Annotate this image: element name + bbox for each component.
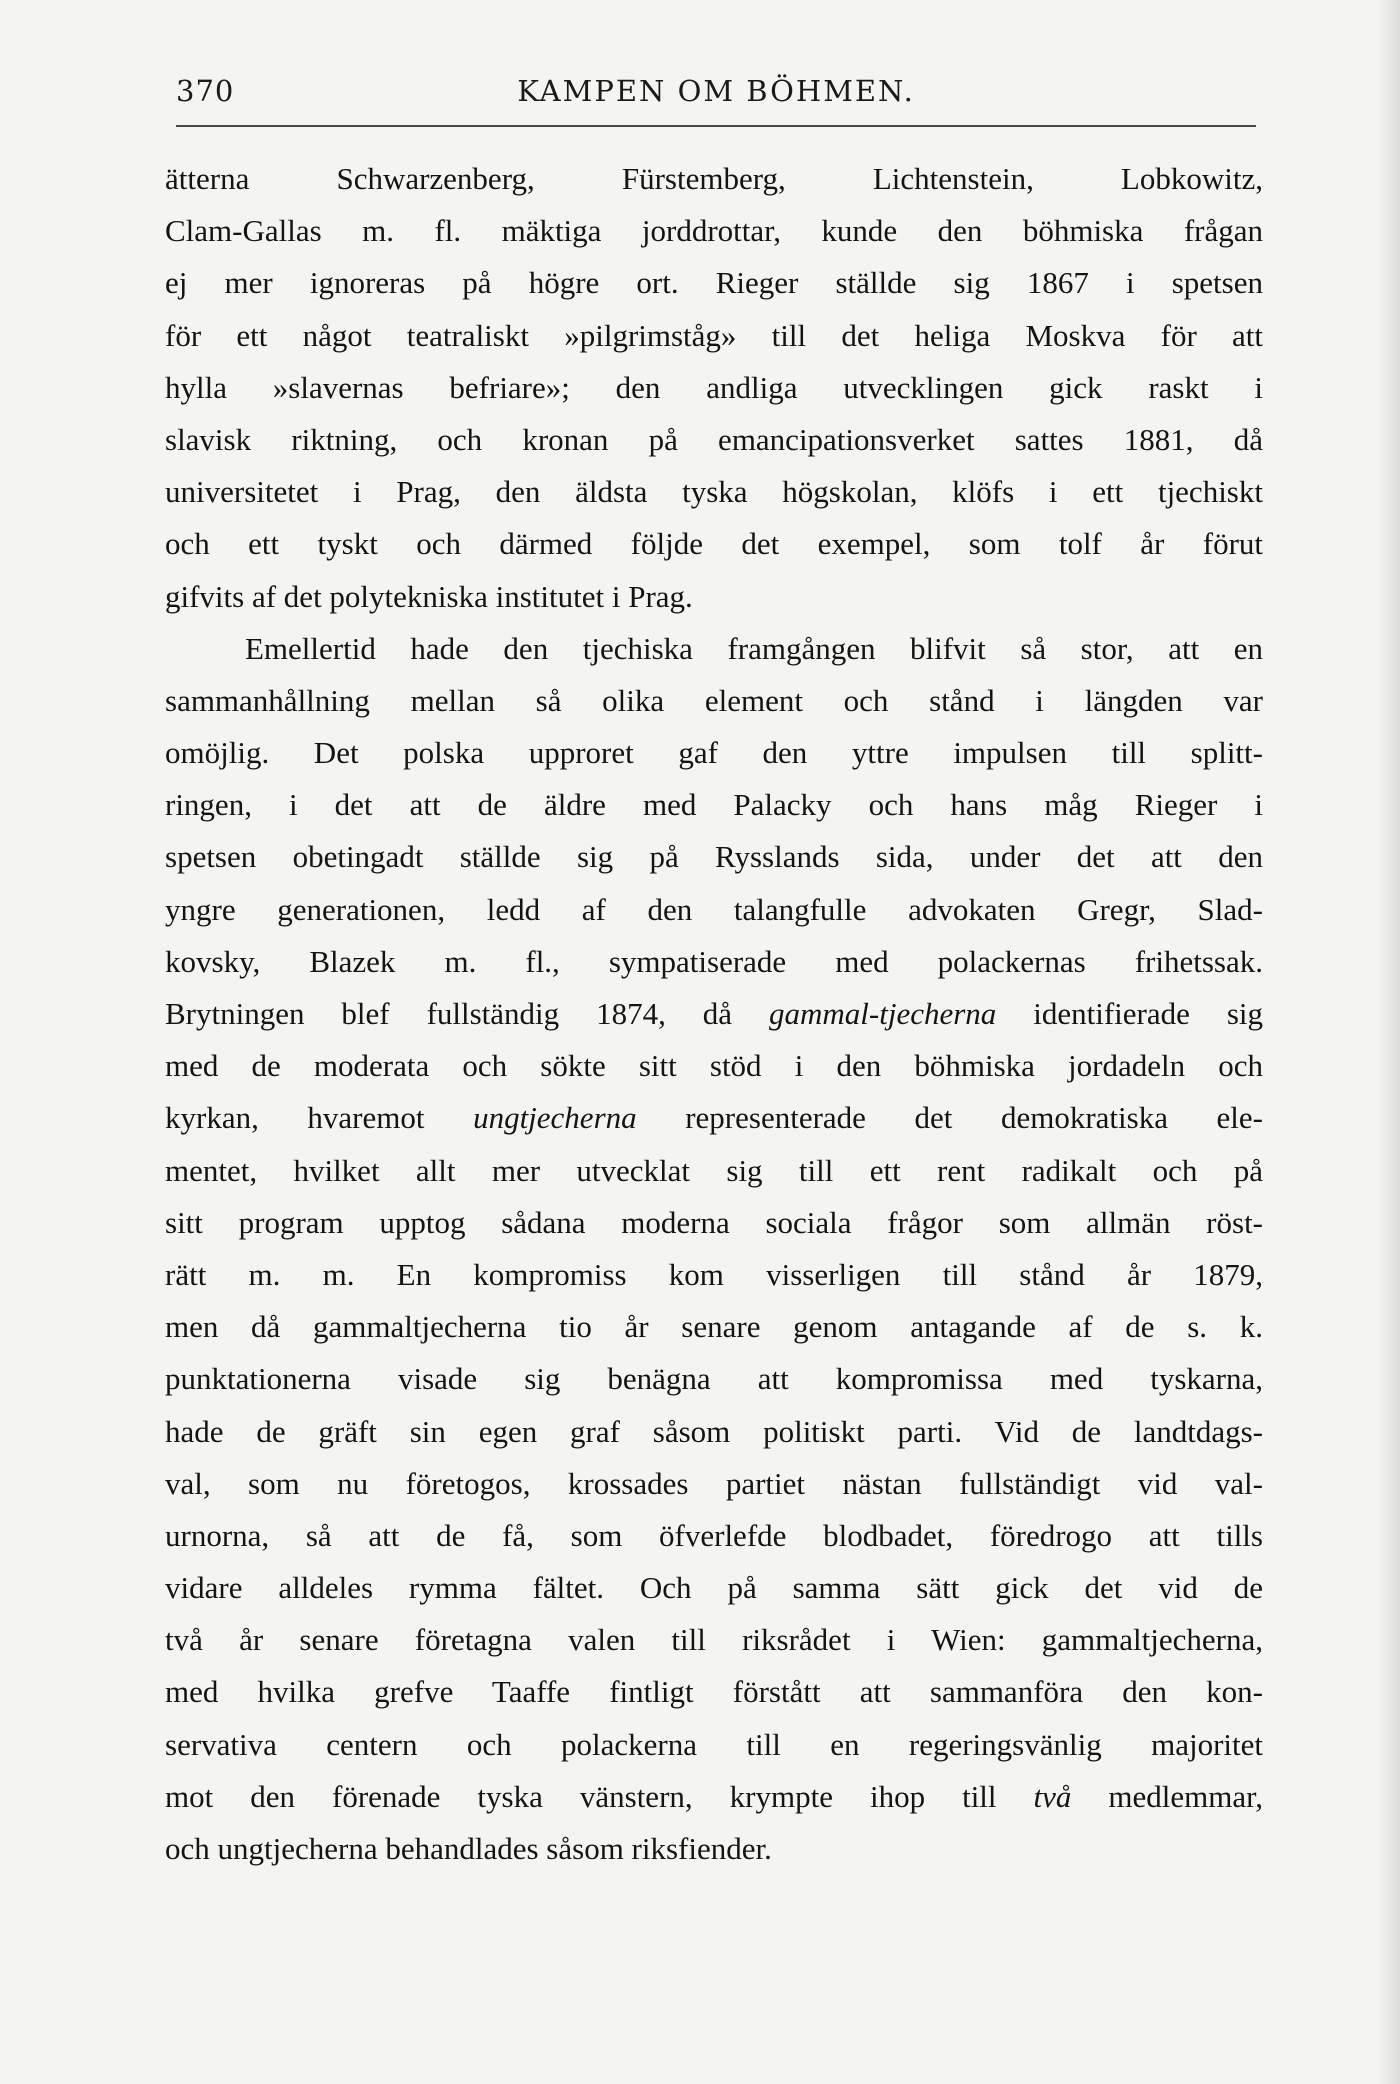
text-line bbox=[165, 518, 1263, 570]
text-segment: sitt program upptog sådana moderna sociala frågor som allmän röst- bbox=[165, 1204, 1263, 1240]
text-segment: universitetet i Prag, den äldsta tyska högskolan, klöfs i ett tjechiskt bbox=[165, 474, 1263, 510]
text-line bbox=[165, 623, 1263, 675]
text-segment: servativa centern och polackerna till en regeringsvänlig majoritet bbox=[165, 1726, 1263, 1762]
text-line bbox=[165, 1301, 1263, 1353]
text-line bbox=[165, 1771, 1263, 1823]
italic-text-segment: gammal-tjecherna bbox=[769, 996, 997, 1031]
text-segment: medlemmar, bbox=[1071, 1778, 1263, 1814]
text-segment: kovsky, Blazek m. fl., sympatiserade med polackernas frihetssak. bbox=[165, 943, 1263, 979]
text-segment: vidare alldeles rymma fältet. Och på samma sätt gick det vid de bbox=[165, 1570, 1263, 1606]
text-line bbox=[165, 1562, 1263, 1614]
page-edge-shadow bbox=[1378, 0, 1400, 2084]
text-line bbox=[165, 1040, 1263, 1092]
text-segment: urnorna, så att de få, som öfverlefde blodbadet, föredrogo att tills bbox=[165, 1517, 1263, 1553]
italic-text-segment: ungtjecherna bbox=[473, 1100, 637, 1136]
text-segment: representerade det demokratiska ele- bbox=[636, 1100, 1263, 1136]
text-line bbox=[165, 1092, 1263, 1144]
text-line bbox=[165, 257, 1263, 309]
text-line bbox=[165, 1719, 1263, 1771]
text-line bbox=[165, 414, 1263, 466]
text-segment: med hvilka grefve Taaffe fintligt förstått att sammanföra den kon- bbox=[165, 1674, 1263, 1710]
text-line bbox=[165, 1197, 1263, 1249]
text-line bbox=[165, 1406, 1263, 1458]
text-segment: Brytningen blef fullständig 1874, då bbox=[165, 996, 770, 1031]
body-text bbox=[165, 153, 1263, 1875]
header-rule bbox=[176, 125, 1256, 127]
text-segment: för ett något teatraliskt »pilgrimståg» till det heliga Moskva för att bbox=[165, 317, 1263, 353]
text-segment: yngre generationen, ledd af den talangfulle advokaten Gregr, Slad- bbox=[165, 891, 1263, 927]
text-line bbox=[165, 310, 1263, 362]
text-segment: identifierade sig bbox=[996, 996, 1263, 1031]
text-segment: ätterna Schwarzenberg, Fürstemberg, Lichtenstein, Lobkowitz, bbox=[165, 161, 1263, 196]
running-title: KAMPEN OM BÖHMEN. bbox=[517, 74, 915, 108]
text-segment: och ett tyskt och därmed följde det exempel, som tolf år förut bbox=[165, 526, 1263, 562]
text-line bbox=[165, 466, 1263, 518]
text-segment: gifvits af det polytekniska institutet i Prag. bbox=[165, 578, 693, 614]
text-line bbox=[165, 727, 1263, 779]
text-segment: hylla »slavernas befriare»; den andliga utvecklingen gick raskt i bbox=[165, 369, 1263, 405]
text-segment: mentet, hvilket allt mer utvecklat sig till ett rent radikalt och på bbox=[165, 1152, 1263, 1188]
page-header bbox=[176, 64, 1256, 120]
page-number: 370 bbox=[176, 74, 235, 108]
text-line bbox=[165, 1458, 1263, 1510]
text-line bbox=[165, 936, 1263, 988]
text-segment: omöjlig. Det polska upproret gaf den yttre impulsen till splitt- bbox=[165, 735, 1263, 771]
text-line bbox=[165, 1249, 1263, 1301]
text-segment: och ungtjecherna behandlades såsom riksfiender. bbox=[165, 1831, 772, 1866]
text-line bbox=[165, 571, 1263, 623]
text-line bbox=[165, 1510, 1263, 1562]
text-line bbox=[165, 362, 1263, 414]
text-segment: Clam-Gallas m. fl. mäktiga jorddrottar, kunde den böhmiska frågan bbox=[165, 213, 1263, 249]
text-line bbox=[165, 1666, 1263, 1718]
text-segment: kyrkan, hvaremot bbox=[165, 1100, 474, 1136]
text-line bbox=[165, 1823, 1263, 1875]
text-line bbox=[165, 1353, 1263, 1405]
text-line bbox=[165, 779, 1263, 831]
text-line bbox=[165, 1145, 1263, 1197]
text-segment: rätt m. m. En kompromiss kom visserligen till stånd år 1879, bbox=[165, 1256, 1263, 1292]
text-segment: men då gammaltjecherna tio år senare genom antagande af de s. k. bbox=[165, 1309, 1263, 1345]
text-segment: spetsen obetingadt ställde sig på Rysslands sida, under det att den bbox=[165, 839, 1263, 875]
text-segment: val, som nu företogos, krossades partiet nästan fullständigt vid val- bbox=[165, 1465, 1263, 1501]
text-segment: med de moderata och sökte sitt stöd i den böhmiska jordadeln och bbox=[165, 1048, 1263, 1084]
text-segment: ringen, i det att de äldre med Palacky och hans måg Rieger i bbox=[165, 787, 1263, 823]
text-line bbox=[165, 884, 1263, 936]
italic-text-segment: två bbox=[1033, 1778, 1072, 1814]
text-line bbox=[165, 1614, 1263, 1666]
text-segment: ej mer ignoreras på högre ort. Rieger ställde sig 1867 i spetsen bbox=[165, 265, 1263, 301]
text-line bbox=[165, 988, 1263, 1040]
text-segment: hade de gräft sin egen graf såsom politiskt parti. Vid de landtdags- bbox=[165, 1413, 1263, 1449]
text-segment: sammanhållning mellan så olika element och stånd i längden var bbox=[165, 682, 1263, 718]
text-line bbox=[165, 675, 1263, 727]
text-segment: mot den förenade tyska vänstern, krympte ihop till bbox=[165, 1778, 1034, 1814]
text-segment: punktationerna visade sig benägna att kompromissa med tyskarna, bbox=[165, 1361, 1263, 1397]
text-segment: Emellertid hade den tjechiska framgången blifvit så stor, att en bbox=[245, 630, 1263, 666]
text-line bbox=[165, 831, 1263, 883]
text-segment: två år senare företagna valen till riksrådet i Wien: gammaltjecherna, bbox=[165, 1622, 1263, 1658]
text-segment: slavisk riktning, och kronan på emancipationsverket sattes 1881, då bbox=[165, 421, 1263, 457]
text-line bbox=[165, 153, 1263, 205]
text-line bbox=[165, 205, 1263, 257]
